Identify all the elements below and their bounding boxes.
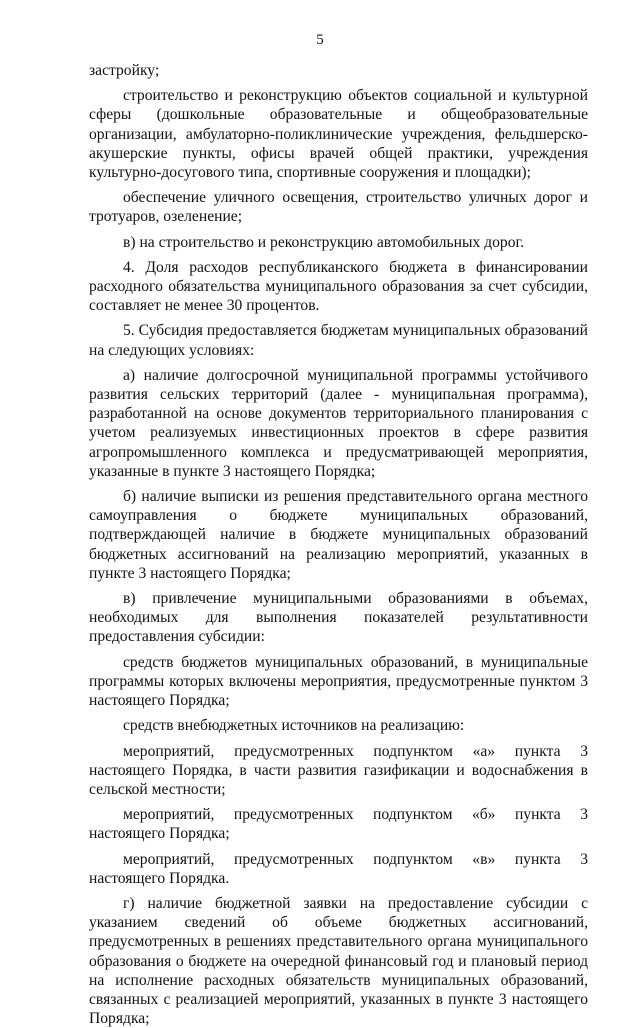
paragraph-item-5a: а) наличие долгосрочной муниципальной программы устойчивого развития сельских территорий (далее - муниципальная программа), разработанной на основе документов территориального планирования с учетом реализуемых инвестиционных проектов в сфере развития агропромышленного комплекса и предусматривающей мероприятия, указанные в пункте 3 настоящего Порядка; bbox=[89, 366, 588, 480]
paragraph-street-lighting: обеспечение уличного освещения, строительство уличных дорог и тротуаров, озеленение; bbox=[89, 189, 588, 226]
paragraph-social-objects: строительство и реконструкцию объектов социальной и культурной сферы (дошкольные образовательные и общеобразовательные организации, амбулаторно-поликлинические учреждения, фельдшерско-акушерские пункты, офисы врачей общей практики, учреждения культурно-досугового типа, спортивные сооружения и площадки); bbox=[89, 87, 588, 182]
paragraph-measures-a: мероприятий, предусмотренных подпунктом «а» пункта 3 настоящего Порядка, в части развития газификации и водоснабжения в сельской местности; bbox=[89, 742, 588, 798]
paragraph-municipal-funds: средств бюджетов муниципальных образований, в муниципальные программы которых включены мероприятия, предусмотренные пунктом 3 настоящего Порядка; bbox=[89, 653, 588, 710]
paragraph-item-5v: в) привлечение муниципальными образованиями в объемах, необходимых для выполнения показателей результативности предоставления субсидии: bbox=[89, 590, 588, 646]
paragraph-item-4: 4. Доля расходов республиканского бюджета в финансировании расходного обязательства муниципального образования за счет субсидии, составляет не менее 30 процентов. bbox=[89, 258, 588, 315]
page-number: 5 bbox=[316, 32, 324, 48]
document-body bbox=[89, 61, 588, 1028]
paragraph-extrabudgetary-sources: средств внебюджетных источников на реализацию: bbox=[123, 717, 465, 735]
paragraph-measures-b: мероприятий, предусмотренных подпунктом «б» пункта 3 настоящего Порядка; bbox=[89, 806, 588, 843]
paragraph-item-5g: г) наличие бюджетной заявки на предоставление субсидии с указанием сведений об объеме бюджетных ассигнований, предусмотренных в решениях представительного органа муниципального образования о бюджете на очередной финансовый год и плановый период на исполнение расходных обязательств муниципальных образований, связанных с реализацией мероприятий, указанных в пункте 3 настоящего Порядка; bbox=[89, 894, 588, 1028]
paragraph-roads: в) на строительство и реконструкцию автомобильных дорог. bbox=[123, 233, 525, 251]
paragraph-continuation: застройку; bbox=[89, 62, 160, 79]
paragraph-item-5: 5. Субсидия предоставляется бюджетам муниципальных образований на следующих условиях: bbox=[89, 322, 588, 359]
paragraph-item-5b: б) наличие выписки из решения представительного органа местного самоуправления о бюджете муниципальных образований, подтверждающей наличие в бюджете муниципальных образований бюджетных ассигнований на реализацию мероприятий, указанных в пункте 3 настоящего Порядка; bbox=[89, 488, 588, 582]
paragraph-measures-v: мероприятий, предусмотренных подпунктом «в» пункта 3 настоящего Порядка. bbox=[89, 850, 588, 887]
